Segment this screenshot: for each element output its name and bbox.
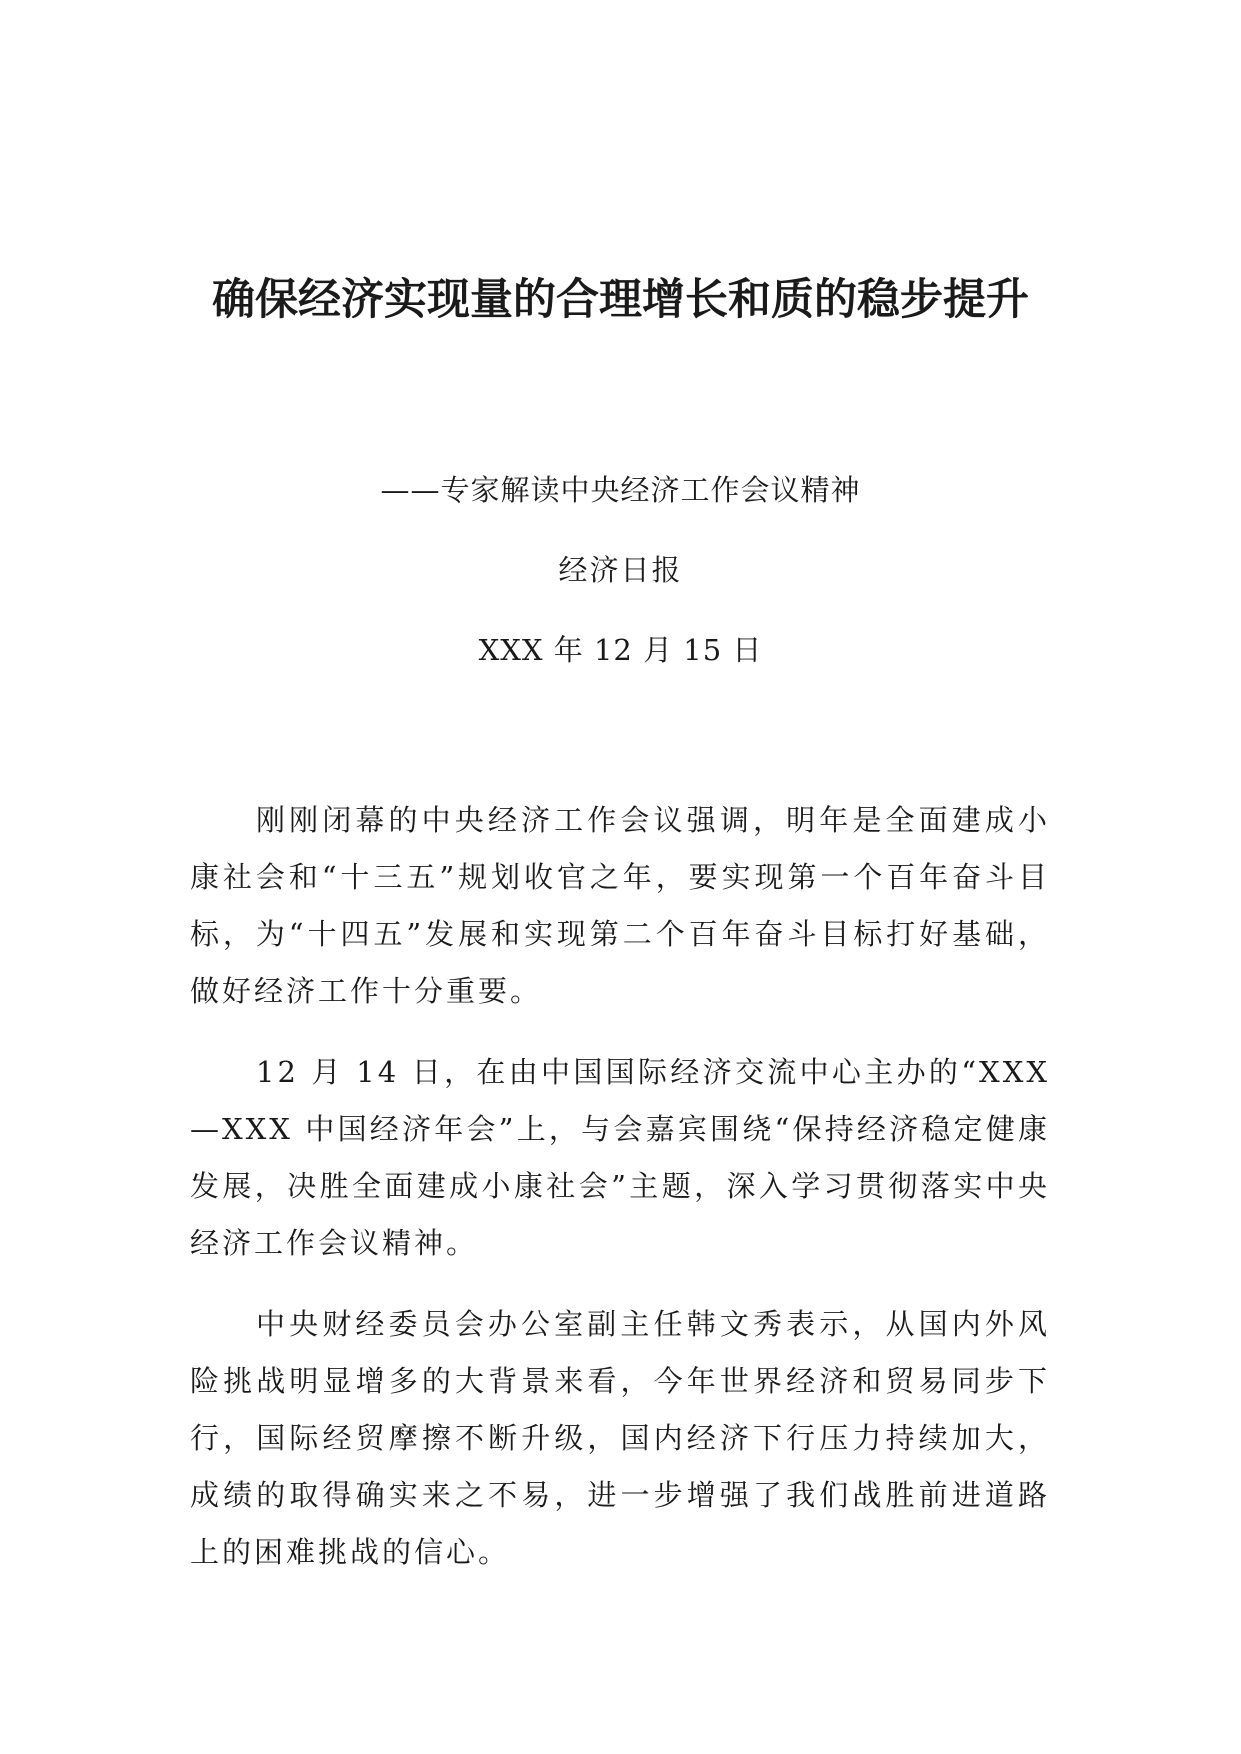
document-source: 经济日报 bbox=[558, 553, 683, 587]
body-paragraph: 12 月 14 日，在由中国国际经济交流中心主办的“XXX—XXX 中国经济年会”上，与会嘉宾围绕“保持经济稳定健康发展，决胜全面建成小康社会”主题，深入学习贯彻落实中央经济工作会议精神。 bbox=[190, 1055, 1050, 1260]
document-body bbox=[190, 792, 1050, 1605]
document-title: 确保经济实现量的合理增长和质的稳步提升 bbox=[212, 275, 1029, 325]
document-subtitle: ——专家解读中央经济工作会议精神 bbox=[380, 473, 861, 507]
document-date: XXX 年 12 月 15 日 bbox=[478, 633, 763, 667]
body-paragraph: 刚刚闭幕的中央经济工作会议强调，明年是全面建成小康社会和“十三五”规划收官之年，要实现第一个百年奋斗目标，为“十四五”发展和实现第二个百年奋斗目标打好基础，做好经济工作十分重要。 bbox=[190, 803, 1050, 1008]
body-paragraph: 中央财经委员会办公室副主任韩文秀表示，从国内外风险挑战明显增多的大背景来看，今年世界经济和贸易同步下行，国际经贸摩擦不断升级，国内经济下行压力持续加大，成绩的取得确实来之不易，进一步增强了我们战胜前进道路上的困难挑战的信心。 bbox=[190, 1307, 1050, 1569]
